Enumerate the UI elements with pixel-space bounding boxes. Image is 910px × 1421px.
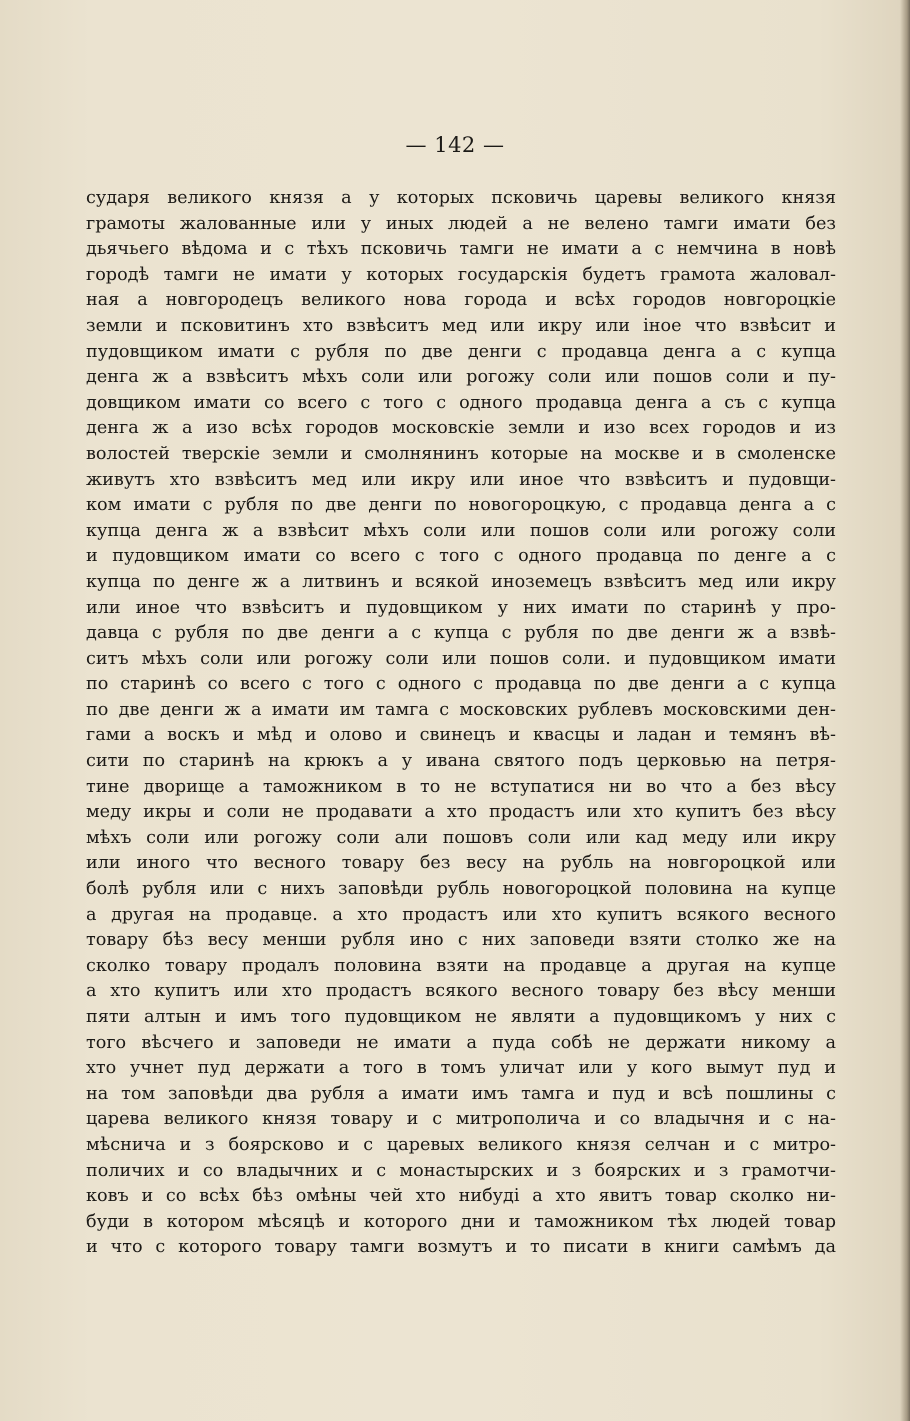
text-line: по старинѣ со всего с того с одного с продавца по две денги а с купца (86, 674, 836, 695)
text-line: давца с рубля по две денги а с купца с рубля по две денги ж а взвѣ- (86, 623, 836, 644)
text-line: ком имати с рубля по две денги по новогороцкую, с продавца денга а с (86, 495, 836, 516)
text-line: волостей тверскiе земли и смолнянинъ которые на москве и в смоленске (86, 443, 836, 464)
text-line: городѣ тамги не имати у которых государскiя будетъ грамота жаловал- (86, 264, 836, 285)
text-line: мѣхъ соли или рогожу соли али пошовъ соли или кад меду или икру (86, 827, 836, 848)
text-line: сити по старинѣ на крюкъ а у ивана святого подъ церковью на петря- (86, 751, 836, 772)
page-edge-shadow (900, 0, 910, 1421)
text-line: денга ж а изо всѣх городов московскiе земли и изо всех городов и из (86, 418, 836, 439)
text-line: буди в котором мѣсяцѣ и которого дни и таможником тѣх людей товар (86, 1211, 836, 1232)
text-line: или иное что взвѣситъ и пудовщиком у них имати по старинѣ у про- (86, 597, 836, 618)
text-line: гами а воскъ и мѣд и олово и свинецъ и квасцы и ладан и темянъ вѣ- (86, 725, 836, 746)
text-line: сударя великого князя а у которых псковичь царевы великого князя (86, 188, 836, 208)
text-line: пудовщиком имати с рубля по две денги с продавца денга а с купца (86, 341, 836, 362)
text-line: того вѣсчего и заповеди не имати а пуда собѣ не держати никому а (86, 1032, 836, 1053)
text-line: ковъ и со всѣх бѣз омѣны чей хто нибуді а хто явитъ товар сколко ни- (86, 1186, 836, 1207)
text-line: по две денги ж а имати им тамга с московских рублевъ московскими ден- (86, 699, 836, 720)
text-line: болѣ рубля или с нихъ заповѣди рубль новогороцкой половина на купце (86, 879, 836, 900)
text-line: а хто купитъ или хто продастъ всякого весного товару без вѣсу менши (86, 981, 836, 1002)
text-line: сколко товару продалъ половина взяти на продавце а другая на купце (86, 955, 836, 976)
text-line: и что с которого товару тамги возмутъ и то писати в книги самѣмъ да (86, 1237, 836, 1258)
text-line: пяти алтын и имъ того пудовщиком не являти а пудовщикомъ у них с (86, 1007, 836, 1027)
text-line: ситъ мѣхъ соли или рогожу соли или пошов соли. и пудовщиком имати (86, 648, 836, 669)
text-line: меду икры и соли не продавати а хто продастъ или хто купитъ без вѣсу (86, 802, 836, 823)
text-line: а другая на продавце. а хто продастъ или хто купитъ всякого весного (86, 904, 836, 925)
text-line: царева великого князя товару и с митрополича и со владычня и с на- (86, 1109, 836, 1130)
text-line: или иного что весного товару без весу на рубль на новгороцкой или (86, 853, 836, 874)
text-line: купца денга ж а взвѣсит мѣхъ соли или пошов соли или рогожу соли (86, 520, 836, 541)
text-line: довщиком имати со всего с того с одного продавца денга а съ с купца (86, 392, 836, 413)
text-line: товару бѣз весу менши рубля ино с них заповеди взяти столко же на (86, 930, 836, 951)
text-line: грамоты жалованные или у иных людей а не велено тамги имати без (86, 213, 836, 234)
text-line: живутъ хто взвѣситъ мед или икру или иное что взвѣситъ и пудовщи- (86, 469, 836, 490)
text-line: на том заповѣди два рубля а имати имъ тамга и пуд и всѣ пошлины с (86, 1083, 836, 1104)
text-line: хто учнет пуд держати а того в томъ уличат или у кого вымут пуд и (86, 1058, 836, 1079)
body-text (86, 186, 836, 1261)
text-line: ная а новгородецъ великого нова города и всѣх городов новгороцкiе (86, 290, 836, 311)
text-line: земли и псковитинъ хто взвѣситъ мед или икру или iное что взвѣсит и (86, 315, 836, 336)
text-line: дьячьего вѣдома и с тѣхъ псковичь тамги не имати а с немчина в новѣ (86, 239, 836, 260)
text-line: мѣснича и з боярсково и с царевых великого князя селчан и с митро- (86, 1134, 836, 1155)
text-line: и пудовщиком имати со всего с того с одного продавца по денге а с (86, 546, 836, 567)
text-line: поличих и со владычних и с монастырских и з боярских и з грамотчи- (86, 1160, 836, 1181)
text-line: купца по денге ж а литвинъ и всякой иноземецъ взвѣситъ мед или икру (86, 571, 836, 592)
page-number: — 142 — (405, 133, 505, 157)
text-line: тине дворище а таможником в то не вступатися ни во что а без вѣсу (86, 776, 836, 797)
text-line: денга ж а взвѣситъ мѣхъ соли или рогожу соли или пошов соли и пу- (86, 367, 836, 388)
